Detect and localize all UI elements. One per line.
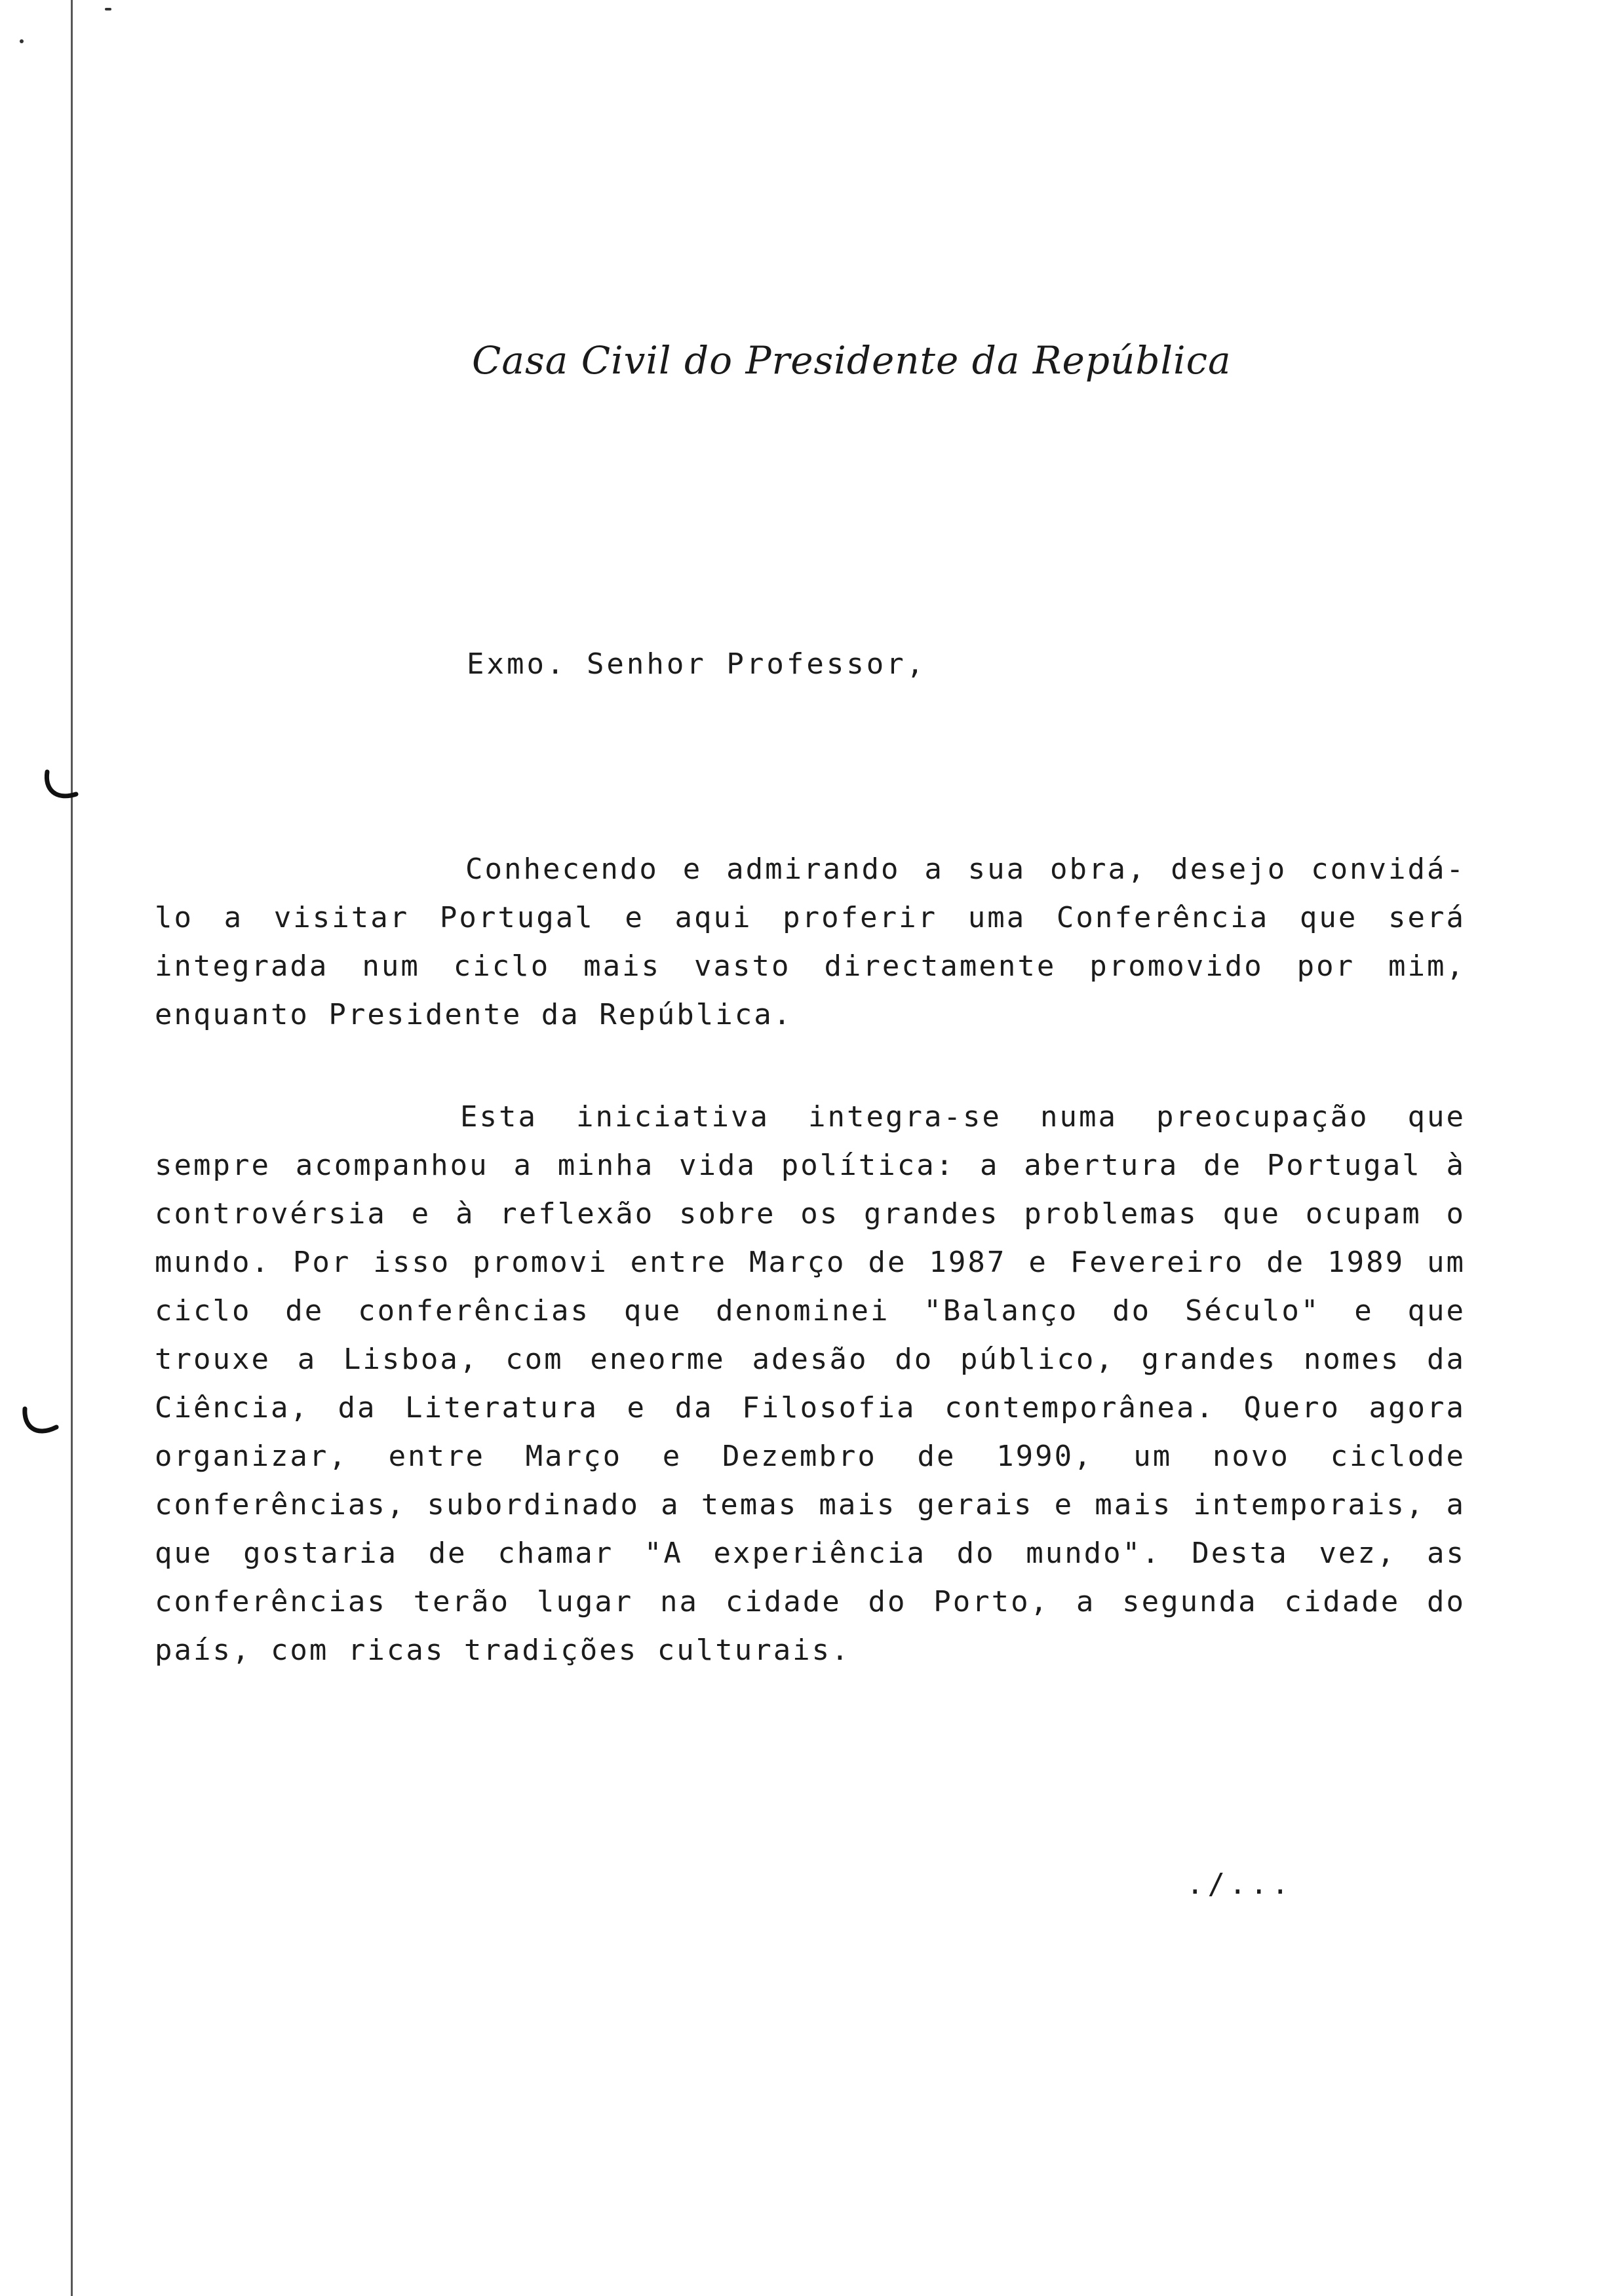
scan-speck	[105, 8, 111, 10]
page-continuation-mark: ./...	[1186, 1867, 1293, 1901]
letterhead	[459, 321, 1232, 400]
letterhead-text: Casa Civil do Presidente da República	[472, 338, 1232, 383]
body-paragraph: Conhecendo e admirando a sua obra, desejo convidá-lo a visitar Portugal e aqui proferir uma Conferência que será integrada num ciclo mais vasto directamente promovido por mim, enquanto Presidente da República.	[155, 852, 1466, 1031]
salutation: Exmo. Senhor Professor,	[467, 647, 927, 681]
margin-line	[71, 0, 73, 2296]
body-paragraph: Esta iniciativa integra-se numa preocupação que sempre acompanhou a minha vida política: a abertura de Portugal à controvérsia e à reflexão sobre os grandes problemas que ocupam o mundo. Por isso promovi entre Março de 1987 e Fevereiro de 1989 um ciclo de conferências que denominei "Balanço do Século" e que trouxe a Lisboa, com eneorme adesão do público, grandes nomes da Ciência, da Literatura e da Filosofia contemporânea. Quero agora organizar, entre Março e Dezembro de 1990, um novo ciclode conferências, subordinado a temas mais gerais e mais intemporais, a que gostaria de chamar "A experiência do mundo". Desta vez, as conferências terão lugar na cidade do Porto, a segunda cidade do país, com ricas tradições culturais.	[155, 1100, 1466, 1667]
scan-speck	[20, 39, 24, 43]
punch-hole-mark	[20, 1402, 59, 1442]
punch-hole-mark	[42, 767, 81, 806]
